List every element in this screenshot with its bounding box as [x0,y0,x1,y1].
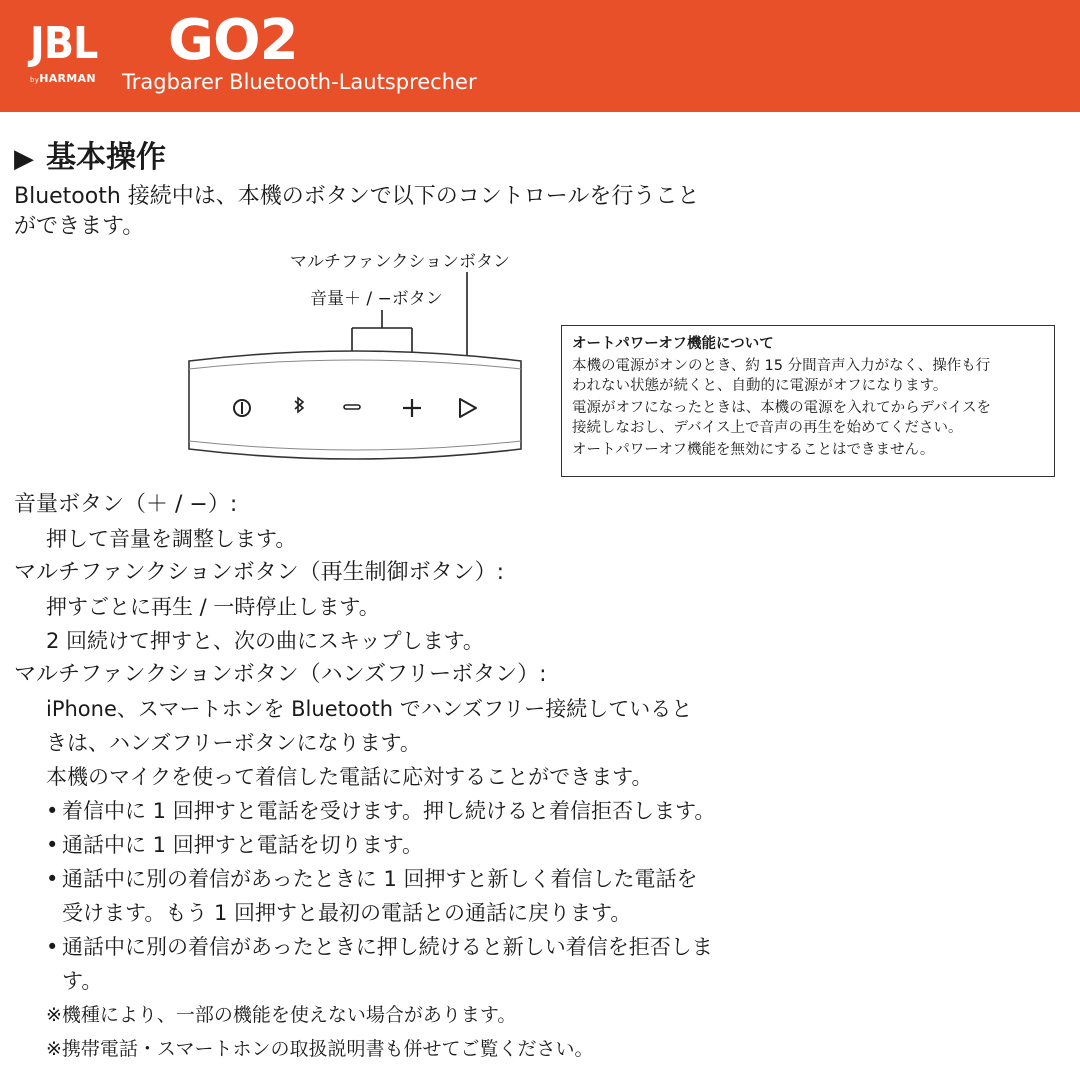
mf-hands-desc-3: 本機のマイクを使って着信した電話に応対することができます。 [46,765,653,789]
bullet-item-continued: 受けます。もう 1 回押すと最初の電話との通話に戻ります。 [62,901,632,925]
callout-multifunction: マルチファンクションボタン [290,252,510,272]
bullet-item: • 通話中に別の着信があったときに押し続けると新しい着信を拒否しま [46,935,713,959]
triangle-icon: ▶ [14,144,34,174]
notice-paragraph-3: オートパワーオフ機能を無効にすることはできません。 [572,442,935,458]
mf-play-desc-2: 2 回続けて押すと、次の曲にスキップします。 [46,629,484,653]
product-subtitle: Tragbarer Bluetooth-Lautsprecher [122,70,477,94]
auto-power-off-notice [561,325,1055,477]
volume-heading: 音量ボタン（＋ / −）: [14,492,238,517]
brand-sub: byHARMAN [30,72,96,85]
notice-title: オートパワーオフ機能について [572,336,774,352]
footnote-2: ※携帯電話・スマートホンの取扱説明書も併せてご覧ください。 [46,1038,594,1060]
intro-text: Bluetooth 接続中は、本機のボタンで以下のコントロールを行うこと ができます。 [14,184,700,239]
bullet-item: • 通話中に 1 回押すと電話を切ります。 [46,833,424,857]
mf-hands-desc-2: きは、ハンズフリーボタンになります。 [46,731,421,755]
bullet-item: • 着信中に 1 回押すと電話を受けます。押し続けると着信拒否します。 [46,799,716,823]
product-name: GO2 [168,8,298,73]
bullet-item: • 通話中に別の着信があったときに 1 回押すと新しく着信した電話を [46,867,698,891]
mf-play-desc-1: 押すごとに再生 / 一時停止します。 [46,595,380,619]
section-title: ▶ 基本操作 [14,140,166,175]
brand-text: JBL [30,18,98,69]
bullet-item-continued: す。 [62,969,103,993]
volume-desc: 押して音量を調整します。 [46,527,297,551]
callout-volume: 音量＋ / −ボタン [310,289,443,309]
operations-description [14,488,1064,1066]
notice-paragraph-1: 本機の電源がオンのとき、約 15 分間音声入力がなく、操作も行 われない状態が続くと、自動的に電源がオフになります。 [572,358,991,394]
speaker-diagram [185,345,525,465]
footnote-1: ※機種により、一部の機能を使えない場合があります。 [46,1004,517,1026]
mf-hands-desc-1: iPhone、スマートホンを Bluetooth でハンズフリー接続していると [46,697,693,721]
mf-hands-heading: マルチファンクションボタン（ハンズフリーボタン）: [14,662,547,687]
mf-play-heading: マルチファンクションボタン（再生制御ボタン）: [14,560,505,585]
notice-paragraph-2: 電源がオフになったときは、本機の電源を入れてからデバイスを 接続しなおし、デバイス上で音声の再生を始めてください。 [572,400,992,436]
